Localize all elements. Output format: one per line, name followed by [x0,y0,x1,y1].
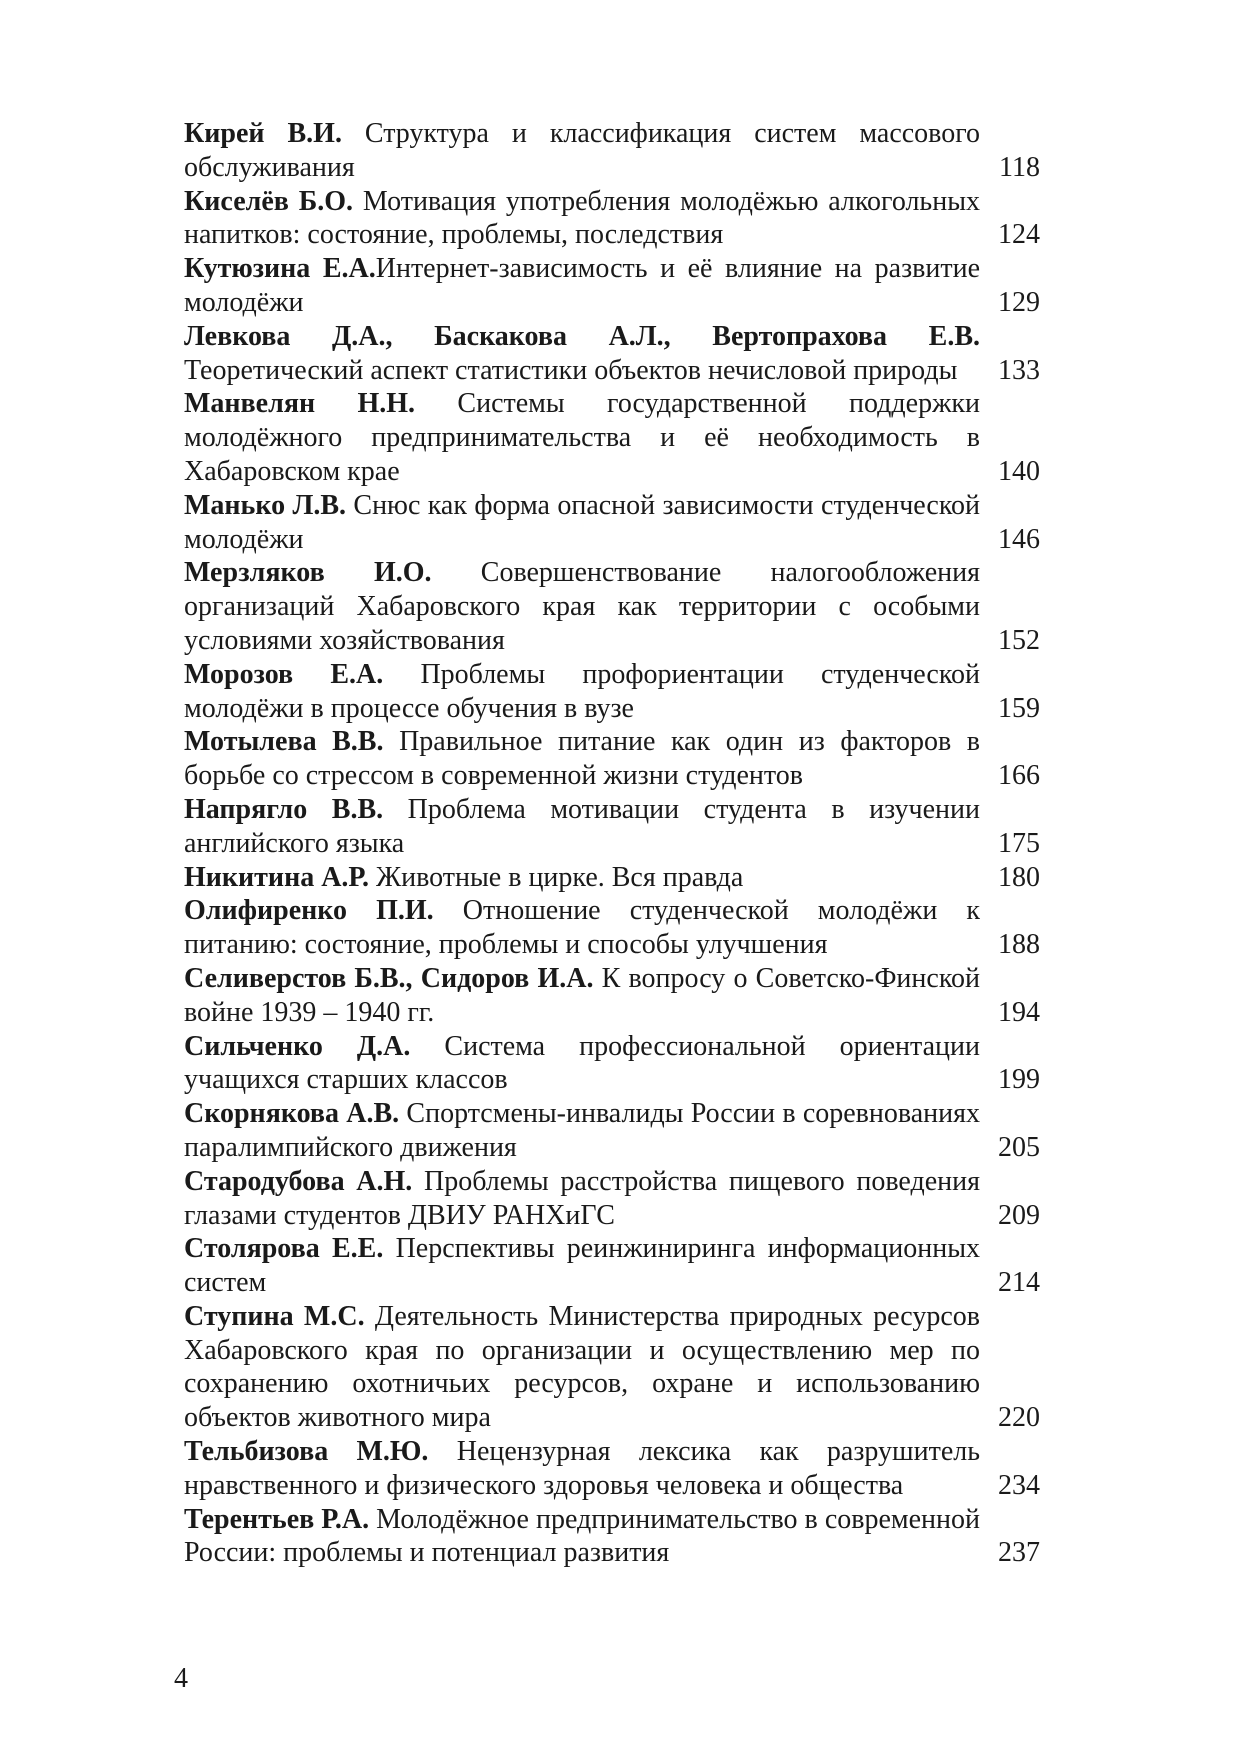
entry-title: Системы государственной поддержки молодёжного предпринимательства и её необходимость в Хабаровском крае [184,388,981,487]
toc-entry [184,556,1040,657]
entry-title: Отношение студенческой молодёжи к питанию: состояние, проблемы и способы улучшения [184,895,980,961]
entry-author: Морозов Е.А. [184,658,384,690]
toc-entry-text [184,793,980,861]
toc-entry [184,252,1040,320]
toc-entry [184,387,1040,488]
entry-page-number: 166 [998,760,1040,792]
entry-author: Киселёв Б.О. [184,185,354,217]
toc-entry-text [184,725,980,793]
entry-author: Скорнякова А.В. [184,1098,400,1130]
entry-title: Нецензурная лексика как разрушитель нравственного и физического здоровья человека и общества [184,1436,981,1501]
toc-entry [184,861,1040,895]
toc-entry [184,1030,1040,1098]
toc-entry [184,185,1040,253]
entry-page-number: 194 [998,996,1040,1028]
toc-entry [184,725,1040,793]
toc-entry [184,1097,1040,1165]
toc-entry [184,1232,1040,1300]
entry-author: Селиверстов Б.В., Сидоров И.А. [184,962,594,994]
entry-page-number: 152 [998,624,1040,656]
entry-title: Совершенствование налогообложения организаций Хабаровского края как территории с особыми условиями хозяйствования [184,557,981,656]
entry-title: К вопросу о Советско-Финской войне 1939 – 1940 гг. [184,962,980,1028]
toc-entry [184,962,1040,1030]
entry-author: Манвелян Н.Н. [184,388,416,420]
toc-entry-text [184,1435,980,1503]
entry-page-number: 209 [998,1199,1040,1231]
toc-entry [184,117,1040,185]
entry-author: Манько Л.В. [184,489,347,521]
entry-author: Никитина А.Р. [184,861,370,893]
entry-page-number: 159 [998,692,1040,724]
entry-author: Столярова Е.Е. [184,1233,384,1265]
toc-entry [184,320,1040,388]
entry-page-number: 214 [998,1267,1040,1299]
entry-author: Тельбизова М.Ю. [184,1436,429,1468]
entry-author: Ступина М.С. [184,1300,365,1332]
entry-page-number: 129 [998,286,1040,318]
entry-author: Сильченко Д.А. [184,1030,411,1062]
entry-page-number: 146 [998,523,1040,555]
toc-entry-text [184,861,980,895]
entry-author: Терентьев Р.А. [184,1503,370,1535]
entry-author: Стародубова А.Н. [184,1165,413,1197]
entry-author: Напрягло В.В. [184,793,384,825]
toc-entry-text [184,1232,980,1300]
toc-entry-text [184,252,980,320]
toc-entry [184,793,1040,861]
entry-title: Интернет-зависимость и её влияние на развитие молодёжи [184,253,980,318]
toc-entry-text [184,117,980,185]
entry-title: Мотивация употребления молодёжью алкогольных напитков: состояние, проблемы, последствия [184,185,981,251]
entry-title: Правильное питание как один из факторов в борьбе со стрессом в современной жизни студентов [184,726,981,792]
entry-author: Олифиренко П.И. [184,895,434,927]
entry-title: Молодёжное предпринимательство в современной России: проблемы и потенциал развития [184,1503,980,1569]
entry-page-number: 118 [999,151,1040,183]
entry-author: Кутюзина Е.А. [184,253,376,285]
entry-page-number: 175 [998,827,1040,859]
entry-page-number: 199 [998,1064,1040,1096]
entry-title: Спортсмены-инвалиды России в соревнованиях паралимпийского движения [184,1098,981,1163]
toc-entry-text [184,1300,980,1435]
toc-entry-text [184,1503,980,1571]
toc-entry-text [184,962,980,1030]
page-folio-number: 4 [174,1663,188,1694]
toc-entry-text [184,658,980,726]
entry-page-number: 237 [998,1537,1040,1569]
entry-page-number: 180 [998,861,1040,893]
entry-page-number: 234 [998,1469,1040,1501]
toc-entry [184,1165,1040,1233]
entry-title: Проблема мотивации студента в изучении английского языка [184,793,981,859]
toc-entry [184,658,1040,726]
toc-entry-text [184,185,980,253]
entry-title: Снюс как форма опасной зависимости студенческой молодёжи [184,489,981,555]
toc-entry-text [184,1097,980,1165]
entry-author: Мерзляков И.О. [184,557,432,589]
entry-page-number: 140 [998,455,1040,487]
entry-page-number: 220 [998,1402,1040,1434]
toc-entry-text [184,320,980,388]
entry-title: Структура и классификация систем массового обслуживания [184,118,980,183]
toc-entry [184,1300,1040,1435]
toc-entry-text [184,387,980,488]
entry-author: Мотылева В.В. [184,726,384,758]
toc-entry-text [184,1165,980,1233]
toc-entry-text [184,894,980,962]
entry-title: Теоретический аспект статистики объектов нечисловой природы [184,354,958,386]
entry-page-number: 133 [998,354,1040,386]
entry-author: Кирей В.И. [184,118,342,149]
entry-author: Левкова Д.А., Баскакова А.Л., Вертопрахова Е.В. [184,320,980,352]
toc-entry [184,489,1040,557]
entry-title: Проблемы профориентации студенческой молодёжи в процессе обучения в вузе [184,658,980,724]
toc-entry [184,1503,1040,1571]
toc-entry-text [184,1030,980,1098]
toc-entry-text [184,489,980,557]
entry-page-number: 124 [998,219,1040,251]
entry-title: Проблемы расстройства пищевого поведения глазами студентов ДВИУ РАНХиГС [184,1165,981,1231]
entry-title: Система профессиональной ориентации учащихся старших классов [184,1030,980,1096]
entry-title: Деятельность Министерства природных ресурсов Хабаровского края по организации и осуществлению мер по сохранению охотничьих ресурсов, охране и использованию объектов животного мира [184,1300,980,1434]
table-of-contents [184,117,1040,1570]
entry-title: Животные в цирке. Вся правда [376,861,744,893]
toc-entry [184,1435,1040,1503]
entry-title: Перспективы реинжиниринга информационных систем [184,1233,981,1299]
toc-entry [184,894,1040,962]
entry-page-number: 205 [998,1131,1040,1163]
entry-page-number: 188 [998,929,1040,961]
toc-entry-text [184,556,980,657]
